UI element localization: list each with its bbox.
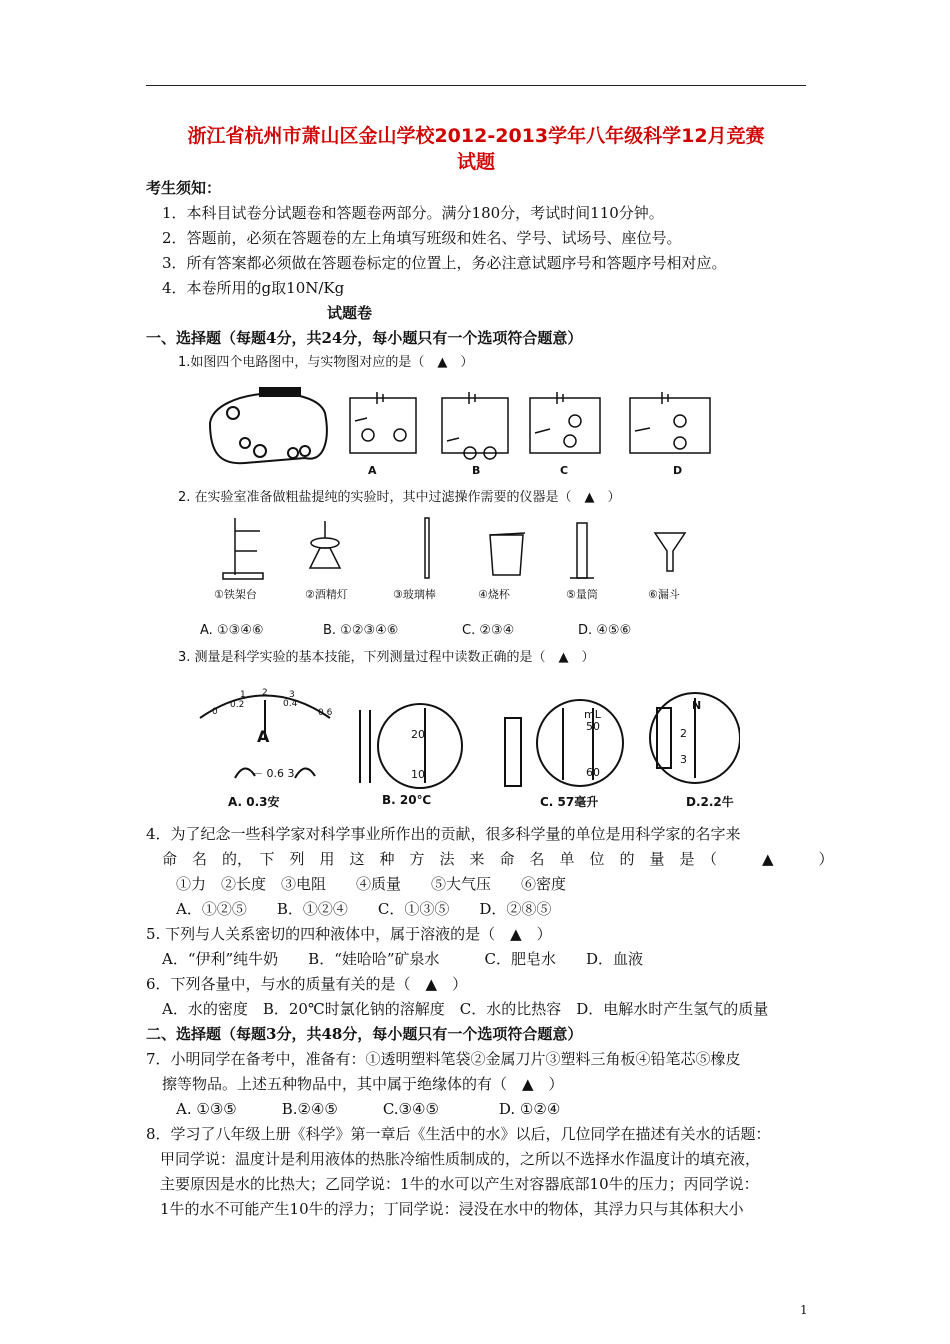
question-3: 3. 测量是科学实验的基本技能，下列测量过程中读数正确的是（ ▲ ）: [178, 650, 595, 665]
instrument-label: ②酒精灯: [305, 588, 348, 601]
notice-item: 2．答题前，必须在答题卷的左上角填写班级和姓名、学号、试场号、座位号。: [162, 229, 682, 247]
q3-spring-tick: 3: [680, 753, 687, 766]
q1-label-a: A: [368, 464, 377, 477]
q1-label-d: D: [673, 464, 683, 477]
q3-ammeter-tick: 0.6: [318, 708, 333, 718]
q3-label-b: B. 20℃: [382, 793, 432, 807]
header-rule: [146, 85, 806, 86]
question-4-options: A．①②⑤ B．①②④ C．①③⑤ D．②⑧⑤: [176, 900, 552, 918]
instrument-label: ①铁架台: [214, 588, 257, 601]
question-1: 1.如图四个电路图中，与实物图对应的是（ ▲ ）: [178, 355, 474, 370]
q2-option-b: B. ①②③④⑥: [323, 623, 399, 638]
instrument-label: ⑥漏斗: [648, 588, 680, 601]
section-2-heading: 二、选择题（每题3分，共48分，每小题只有一个选项符合题意）: [146, 1025, 583, 1043]
q1-circuit-figures: [205, 383, 725, 483]
instrument-label: ④烧杯: [478, 588, 510, 601]
q1-label-c: C: [560, 464, 569, 477]
page-number: 1: [800, 1303, 808, 1317]
q3-cylinder-unit: mL: [584, 708, 601, 721]
q3-ammeter-tick: 0.4: [283, 699, 298, 709]
q3-ammeter-letter: A: [257, 727, 270, 746]
notice-item: 3．所有答案都必须做在答题卷标定的位置上，务必注意试题序号和答题序号相对应。: [162, 254, 727, 272]
notice-heading: 考生须知：: [146, 179, 222, 197]
q3-cylinder-tick: 50: [586, 720, 600, 733]
q3-ammeter-tick: 0.2: [230, 700, 245, 710]
q3-thermo-tick: 10: [411, 768, 425, 781]
question-2: 2. 在实验室准备做粗盐提纯的实验时，其中过滤操作需要的仪器是（ ▲ ）: [178, 490, 621, 505]
question-8: 8．学习了八年级上册《科学》第一章后《生活中的水》以后，几位同学在描述有关水的话题：: [146, 1125, 771, 1143]
question-4-items: ①力 ②长度 ③电阻 ④质量 ⑤大气压 ⑥密度: [176, 875, 567, 893]
q3-ammeter-tick: 3: [289, 690, 295, 700]
question-8-line: 1牛的水不可能产生10牛的浮力；丁同学说：浸没在水中的物体，其浮力只与其体积大小: [160, 1200, 744, 1218]
exam-title: 浙江省杭州市萧山区金山学校2012-2013学年八年级科学12月竞赛: [187, 125, 765, 147]
exam-title-line2: 试题: [456, 151, 495, 173]
q3-cylinder-tick: 60: [586, 766, 600, 779]
question-6-options: A．水的密度 B．20℃时氯化钠的溶解度 C．水的比热容 D．电解水时产生氢气的质量: [162, 1000, 769, 1018]
notice-item: 4．本卷所用的g取10N/Kg: [162, 279, 345, 297]
q3-spring-tick: 2: [680, 727, 687, 740]
q3-ammeter-tick: 2: [262, 688, 268, 698]
q3-ammeter-terminals: － 0.6 3: [252, 767, 295, 780]
paper-label: 试题卷: [327, 304, 373, 322]
question-7-cont: 擦等物品。上述五种物品中，其中属于绝缘体的有（ ▲ ）: [162, 1075, 564, 1093]
question-4-cont: 命 名 的， 下 列 用 这 种 方 法 来 命 名 单 位 的 量 是 （ ▲ ）: [162, 850, 834, 868]
question-4: 4．为了纪念一些科学家对科学事业所作出的贡献，很多科学量的单位是用科学家的名字来: [146, 825, 741, 843]
question-5: 5. 下列与人关系密切的四种液体中，属于溶液的是（ ▲ ）: [146, 925, 552, 943]
q2-option-c: C. ②③④: [462, 623, 515, 638]
q2-option-d: D. ④⑤⑥: [578, 623, 632, 638]
q3-ammeter-tick: 0: [212, 707, 218, 717]
section-1-heading: 一、选择题（每题4分，共24分，每小题只有一个选项符合题意）: [146, 329, 583, 347]
q3-spring-unit: N: [692, 699, 702, 712]
notice-item: 1．本科目试卷分试题卷和答题卷两部分。满分180分，考试时间110分钟。: [162, 204, 664, 222]
q3-label-d: D.2.2牛: [686, 795, 734, 809]
q1-label-b: B: [472, 464, 481, 477]
question-6: 6．下列各量中，与水的质量有关的是（ ▲ ）: [146, 975, 468, 993]
q2-instrument-figures: [215, 513, 695, 583]
q3-label-a: A. 0.3安: [228, 795, 280, 809]
q3-thermo-tick: 20: [411, 728, 425, 741]
question-7: 7．小明同学在备考中，准备有：①透明塑料笔袋②金属刀片③塑料三角板④铅笔芯⑤橡皮: [146, 1050, 741, 1068]
instrument-label: ③玻璃棒: [393, 588, 436, 601]
instrument-label: ⑤量筒: [566, 588, 598, 601]
question-8-line: 主要原因是水的比热大；乙同学说：1牛的水可以产生对容器底部10牛的压力；丙同学说：: [160, 1175, 759, 1193]
q3-ammeter-tick: 1: [240, 690, 246, 700]
question-5-options: A．“伊利”纯牛奶 B．“娃哈哈”矿泉水 C．肥皂水 D．血液: [162, 950, 644, 968]
q2-option-a: A. ①③④⑥: [200, 623, 264, 638]
question-8-line: 甲同学说：温度计是利用液体的热胀冷缩性质制成的，之所以不选择水作温度计的填充液，: [160, 1150, 761, 1168]
question-7-options: A. ①③⑤ B.②④⑤ C.③④⑤ D. ①②④: [176, 1100, 561, 1118]
q3-label-c: C. 57毫升: [540, 795, 599, 809]
